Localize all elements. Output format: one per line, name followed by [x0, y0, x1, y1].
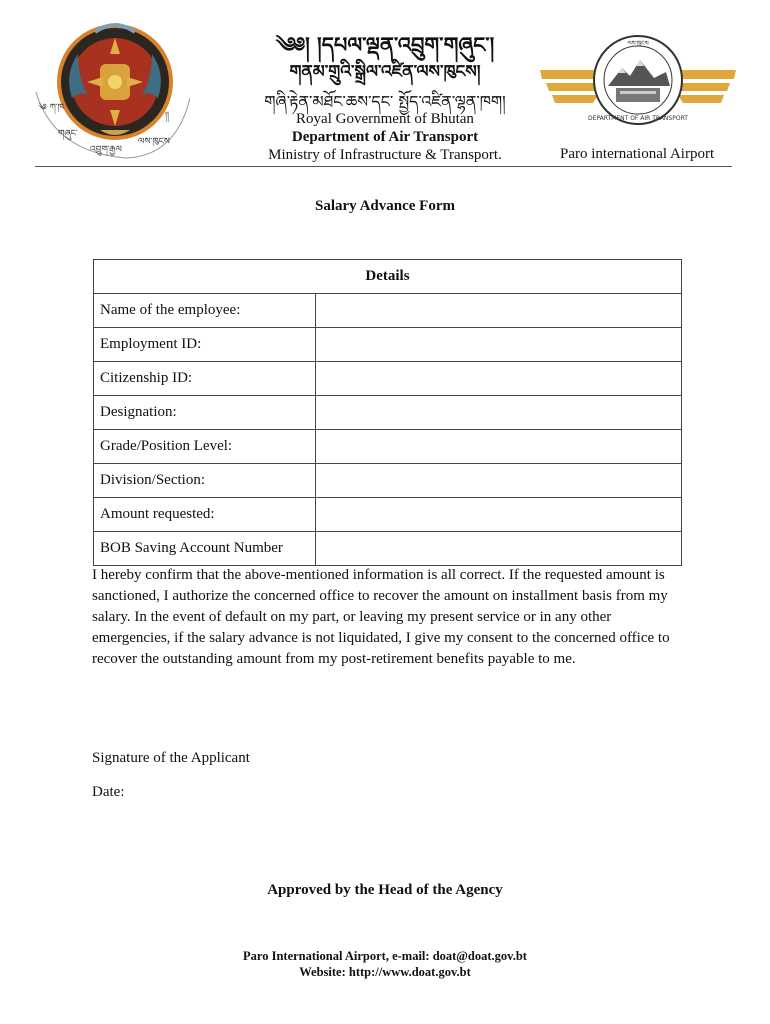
date-label: Date: [92, 784, 125, 800]
table-row [94, 498, 682, 532]
employment-id-field[interactable] [316, 328, 682, 362]
svg-text:གཞུང་: གཞུང་ [58, 129, 78, 139]
field-label: Grade/Position Level: [94, 430, 316, 464]
svg-text:།།: །། [165, 111, 169, 121]
details-table [93, 259, 682, 566]
field-label: Citizenship ID: [94, 362, 316, 396]
header-divider [35, 166, 732, 167]
details-header: Details [94, 260, 682, 294]
dzongkha-title-line2: གནམ་གྲུའི་སྒྲིལ་འཛིན་ལས་ཁུངས། [289, 62, 481, 82]
table-row [94, 396, 682, 430]
table-row [94, 294, 682, 328]
table-row [94, 430, 682, 464]
airport-name: Paro international Airport [560, 146, 715, 162]
approval-label: Approved by the Head of the Agency [267, 882, 503, 898]
department-of-air-transport-logo-icon [538, 28, 738, 132]
field-label: Amount requested: [94, 498, 316, 532]
field-label: Designation: [94, 396, 316, 430]
footer-website: Website: http://www.doat.gov.bt [299, 965, 471, 979]
svg-text:ལས་ཁུངས: ལས་ཁུངས [627, 40, 649, 47]
bob-account-field[interactable] [316, 532, 682, 566]
designation-field[interactable] [316, 396, 682, 430]
table-row [94, 464, 682, 498]
field-label: Employment ID: [94, 328, 316, 362]
confirmation-statement: I hereby confirm that the above-mentioned information is all correct. If the requested amount is sanctioned, I authorize the concerned office to recover the amount on installment basis from my salary. In the event of default on my part, or leaving my present service or in any other emergencies, if the salary advance is not liquidated, I give my consent to the concerned office to recover the outstanding amount from my post-retirement benefits payable to me. [92, 567, 670, 667]
department-name: Department of Air Transport [291, 129, 479, 145]
field-label: BOB Saving Account Number [94, 532, 316, 566]
svg-text:༄ ཀ་ཁ: ༄ ཀ་ཁ [38, 103, 64, 113]
employee-name-field[interactable] [316, 294, 682, 328]
dzongkha-title-line3: གཞི་རྟེན་མཐོང་ཆས་དང་ སྤྱོད་འཛིན་ལྷན་ཁག། [264, 92, 506, 111]
table-row [94, 532, 682, 566]
ministry-name: Ministry of Infrastructure & Transport. [268, 147, 502, 163]
royal-government-emblem-icon [30, 14, 190, 164]
svg-text:ལས་ཁུངས: ལས་ཁུངས [138, 137, 170, 147]
svg-text:འབྲུག་རྒྱལ: འབྲུག་རྒྱལ [90, 145, 122, 155]
citizenship-id-field[interactable] [316, 362, 682, 396]
division-section-field[interactable] [316, 464, 682, 498]
government-name: Royal Government of Bhutan [296, 111, 474, 127]
dzongkha-title-line1: ༄༅། །དཔལ་ལྡན་འབྲུག་གཞུང་། [275, 33, 495, 57]
field-label: Division/Section: [94, 464, 316, 498]
footer-contact: Paro International Airport, e-mail: doat@doat.gov.bt [243, 949, 527, 963]
svg-text:DEPARTMENT OF AIR TRANSPORT: DEPARTMENT OF AIR TRANSPORT [588, 115, 688, 122]
grade-position-field[interactable] [316, 430, 682, 464]
table-row [94, 328, 682, 362]
table-row [94, 362, 682, 396]
field-label: Name of the employee: [94, 294, 316, 328]
signature-label: Signature of the Applicant [92, 750, 250, 766]
form-title: Salary Advance Form [315, 198, 455, 214]
amount-requested-field[interactable] [316, 498, 682, 532]
